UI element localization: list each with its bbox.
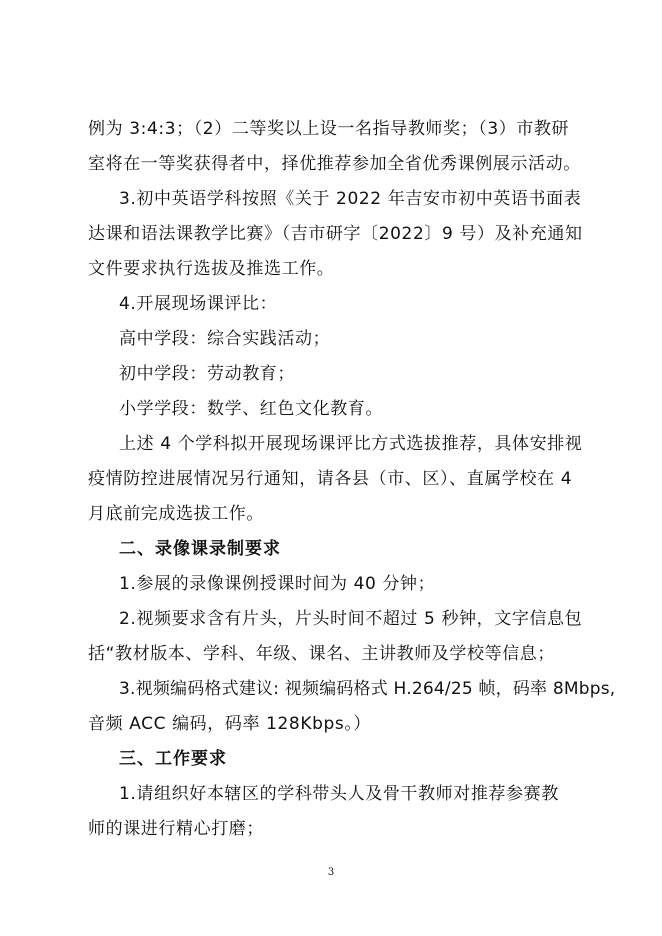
paragraph-line: 音频 ACC 编码，码率 128Kbps。） <box>88 714 372 734</box>
section-heading: 三、工作要求 <box>119 749 227 769</box>
paragraph-line: 例为 3:4:3；（2）二等奖以上设一名指导教师奖；（3）市教研 <box>88 119 570 139</box>
paragraph-line: 高中学段：综合实践活动； <box>119 329 331 349</box>
page-number: 3 <box>327 867 335 878</box>
paragraph-line: 文件要求执行选拔及推选工作。 <box>88 259 335 279</box>
paragraph-line: 初中学段：劳动教育； <box>119 364 295 384</box>
paragraph-line: 室将在一等奖获得者中，择优推荐参加全省优秀课例展示活动。 <box>88 154 581 174</box>
paragraph-line: 括“教材版本、学科、年级、课名、主讲教师及学校等信息； <box>88 644 556 664</box>
paragraph-line: 2.视频要求含有片头，片头时间不超过 5 秒钟，文字信息包 <box>119 609 583 629</box>
paragraph-line: 3.视频编码格式建议: 视频编码格式 H.264/25 帧，码率 8Mbps, <box>119 679 616 699</box>
paragraph-line: 小学学段：数学、红色文化教育。 <box>119 399 383 419</box>
paragraph-line: 1.参展的录像课例授课时间为 40 分钟； <box>119 574 436 594</box>
paragraph-line: 4.开展现场课评比： <box>119 294 278 314</box>
paragraph-line: 上述 4 个学科拟开展现场课评比方式选拔推荐，具体安排视 <box>119 434 583 454</box>
paragraph-line: 3.初中英语学科按照《关于 2022 年吉安市初中英语书面表 <box>119 189 582 209</box>
section-heading: 二、录像课录制要求 <box>119 539 281 559</box>
paragraph-line: 师的课进行精心打磨； <box>88 819 264 839</box>
paragraph-line: 达课和语法课教学比赛》（吉市研字〔2022〕9 号）及补充通知 <box>88 224 583 244</box>
paragraph-line: 疫情防控进展情况另行通知，请各县（市、区）、直属学校在 4 <box>88 469 573 489</box>
paragraph-line: 月底前完成选拔工作。 <box>88 504 264 524</box>
paragraph-line: 1.请组织好本辖区的学科带头人及骨干教师对推荐参赛教 <box>119 784 559 804</box>
